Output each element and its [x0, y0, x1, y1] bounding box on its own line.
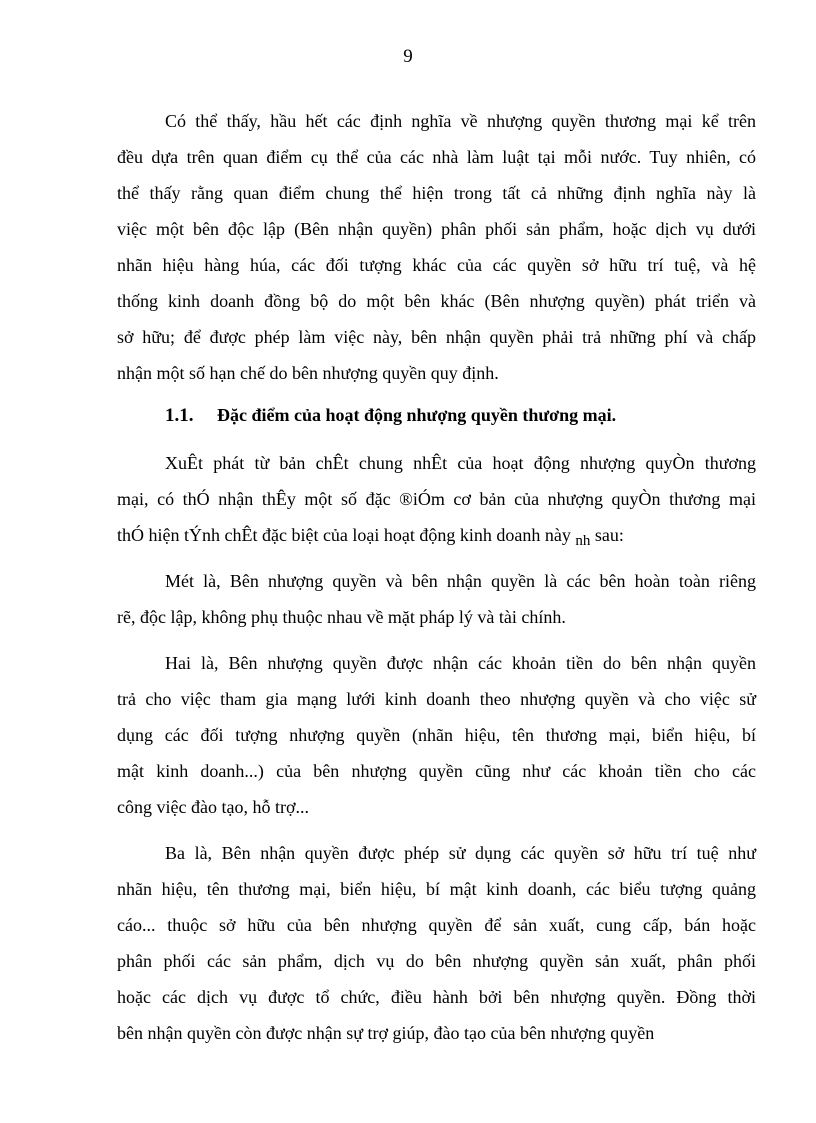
- paragraph-line: nhận một số hạn chế do bên nhượng quyền quy định.: [117, 363, 499, 383]
- paragraph-line: mại, có thÓ nhận thÊy một số đặc ®iÓm cơ bản của nhượng quyÒn thương mại: [117, 489, 756, 509]
- paragraph-line: trả cho việc tham gia mạng lưới kinh doanh theo nhượng quyền và cho việc sử: [117, 689, 756, 709]
- intro-fragment-tail: sau:: [594, 525, 624, 545]
- paragraph-line: sở hữu; để được phép làm việc này, bên nhận quyền phải trả những phí và chấp: [117, 327, 756, 347]
- paragraph-line: Hai là, Bên nhượng quyền được nhận các khoản tiền do bên nhận quyền: [165, 653, 756, 673]
- page-number: 9: [403, 46, 413, 67]
- intro-line-text: thÓ hiện tÝnh chÊt đặc biệt của loại hoạt động kinh doanh này: [117, 525, 571, 545]
- intro-fragment-nh: nh: [575, 533, 591, 549]
- paragraph-line: rẽ, độc lập, không phụ thuộc nhau về mặt pháp lý và tài chính.: [117, 607, 566, 627]
- paragraph-line: bên nhận quyền còn được nhận sự trợ giúp, đào tạo của bên nhượng quyền: [117, 1023, 655, 1043]
- paragraph-line: hoặc các dịch vụ được tổ chức, điều hành bởi bên nhượng quyền. Đồng thời: [117, 987, 756, 1007]
- paragraph-line: Mét là, Bên nhượng quyền và bên nhận quyền là các bên hoàn toàn riêng: [165, 571, 756, 591]
- paragraph-line: công việc đào tạo, hỗ trợ...: [117, 797, 309, 817]
- paragraph-line: nhãn hiệu, tên thương mại, biển hiệu, bí mật kinh doanh, các biểu tượng quảng: [117, 879, 756, 899]
- paragraph-line: đều dựa trên quan điểm cụ thể của các nhà làm luật tại mỗi nước. Tuy nhiên, có: [117, 147, 756, 167]
- section-heading: [165, 404, 616, 427]
- paragraph-line: Có thể thấy, hầu hết các định nghĩa về nhượng quyền thương mại kể trên: [165, 111, 756, 131]
- paragraph-line: thống kinh doanh đồng bộ do một bên khác (Bên nhượng quyền) phát triển và: [117, 291, 756, 311]
- paragraph-line: mật kinh doanh...) của bên nhượng quyền cũng như các khoản tiền cho các: [117, 761, 756, 781]
- paragraph-line: Ba là, Bên nhận quyền được phép sử dụng các quyền sở hữu trí tuệ như: [165, 843, 756, 863]
- paragraph-line: việc một bên độc lập (Bên nhận quyền) phân phối sản phẩm, hoặc dịch vụ dưới: [117, 219, 756, 239]
- section-title: Đặc điểm của hoạt động nhượng quyền thương mại.: [217, 405, 617, 425]
- paragraph-line: cáo... thuộc sở hữu của bên nhượng quyền để sản xuất, cung cấp, bán hoặc: [117, 915, 756, 935]
- paragraph-line: dụng các đối tượng nhượng quyền (nhãn hiệu, tên thương mại, biển hiệu, bí: [117, 725, 756, 745]
- paragraph-line: nhãn hiệu hàng húa, các đối tượng khác của các quyền sở hữu trí tuệ, và hệ: [117, 255, 756, 275]
- paragraph-line: thể thấy rằng quan điểm chung thể hiện trong tất cả những định nghĩa này là: [117, 183, 756, 203]
- paragraph-line-last: [117, 524, 624, 548]
- section-number: 1.1.: [165, 405, 194, 426]
- paragraph-line: phân phối các sản phẩm, dịch vụ do bên nhượng quyền sản xuất, phân phối: [117, 951, 756, 971]
- paragraph-line: XuÊt phát từ bản chÊt chung nhÊt của hoạt động nhượng quyÒn thương: [165, 453, 756, 473]
